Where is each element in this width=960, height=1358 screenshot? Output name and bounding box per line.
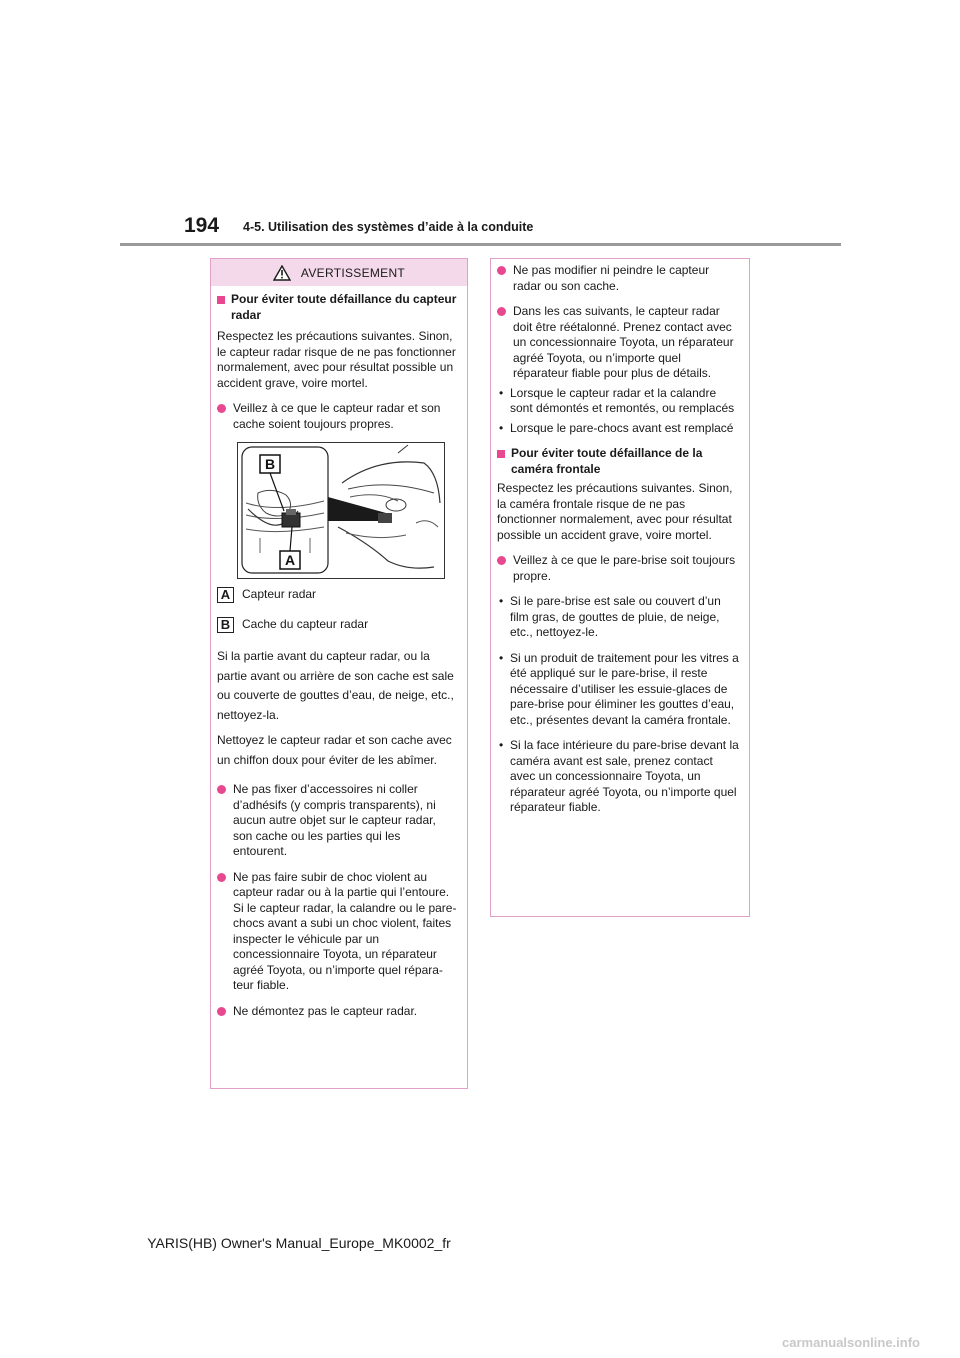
- section-title: 4-5. Utilisation des systèmes d’aide à la conduite: [243, 220, 534, 234]
- svg-text:A: A: [284, 552, 296, 568]
- bullet-marker: •: [499, 420, 504, 435]
- list-item: • Lorsque le pare-chocs avant est remplacé: [495, 421, 739, 437]
- callout-a-badge: A: [217, 587, 234, 603]
- callout-b-label: Cache du capteur radar: [242, 617, 369, 632]
- dot-bullet-icon: [217, 873, 226, 882]
- dot-bullet-icon: [497, 556, 506, 565]
- list-item: • Lorsque le capteur radar et la calandre sont démontés et remontés, ou remplacés: [495, 386, 739, 417]
- warning-header: [211, 259, 467, 286]
- dot-bullet-icon: [217, 404, 226, 413]
- dot-bullet-icon: [217, 1007, 226, 1016]
- warning-box-left: [210, 258, 468, 1089]
- callout-a: [217, 587, 457, 603]
- watermark: carmanualsonline.info: [782, 1335, 920, 1350]
- list-item: Veillez à ce que le pare-brise soit toujours propre.: [495, 553, 739, 584]
- radar-intro: Respectez les précautions suivantes. Sinon, le capteur radar risque de ne pas fonctionner normalement, avec pour résultat possible un accident grave, voire mortel.: [217, 329, 456, 390]
- list-item: • Si un produit de traitement pour les vitres a été appliqué sur le pare-brise, il reste nécessaire d’utiliser les essuie-glaces de pare-brise pour éliminer les gouttes d’eau, etc., présentes devant la caméra frontale.: [495, 651, 739, 729]
- bullet-marker: •: [499, 738, 504, 752]
- bullet-marker: •: [499, 594, 504, 608]
- dot-bullet-icon: [217, 785, 226, 794]
- camera-heading: Pour éviter toute défaillance de la caméra frontale: [495, 446, 739, 477]
- car-front-illustration-icon: [238, 443, 444, 578]
- header-rule: [120, 243, 841, 246]
- list-item: • Si la face intérieure du pare-brise devant la caméra avant est sale, prenez contact avec un concessionnaire Toyota, un réparateur agréé Toyota, ou n’importe quel réparateur fiable.: [495, 738, 739, 816]
- list-item: Ne pas fixer d’accessoires ni coller d’adhésifs (y compris transparents), ni aucun autre objet sur le capteur radar, son cache ou les parties qui les entourent.: [215, 782, 457, 860]
- warning-triangle-icon: [273, 265, 291, 281]
- list-item: Ne pas modifier ni peindre le capteur radar ou son cache.: [495, 263, 739, 294]
- dot-bullet-icon: [497, 307, 506, 316]
- list-item: • Si le pare-brise est sale ou couvert d’un film gras, de gouttes de pluie, de neige, etc., nettoyez-le.: [495, 594, 739, 641]
- cleaning-paragraph-1: Si la partie avant du capteur radar, ou la partie avant ou arrière de son cache est sale ou couverte de gouttes d’eau, de neige, etc., nettoyez-la.: [217, 649, 454, 722]
- footer-manual-id: YARIS(HB) Owner's Manual_Europe_MK0002_fr: [147, 1235, 451, 1251]
- cleaning-paragraph-2: Nettoyez le capteur radar et son cache avec un chiffon doux pour éviter de les abîmer.: [217, 733, 452, 767]
- square-bullet-icon: [497, 450, 505, 458]
- square-bullet-icon: [217, 296, 225, 304]
- bullet-marker: •: [499, 385, 504, 400]
- list-item: Veillez à ce que le capteur radar et son cache soient toujours propres.: [215, 401, 457, 432]
- bullet-marker: •: [499, 650, 504, 665]
- camera-intro: Respectez les précautions suivantes. Sinon, la caméra frontale risque de ne pas fonctionner normalement, avec pour résultat possible un accident grave, voire mortel.: [497, 481, 733, 542]
- callout-a-label: Capteur radar: [242, 587, 317, 602]
- list-item: Dans les cas suivants, le capteur radar doit être réétalonné. Prenez contact avec un concessionnaire Toyota, un réparateur agréé Toyota, ou n’importe quel réparateur fiable pour plus de détails.: [495, 304, 739, 382]
- page-number: 194: [184, 214, 220, 237]
- warning-title: AVERTISSEMENT: [300, 265, 406, 280]
- svg-text:B: B: [264, 456, 276, 472]
- list-item: Ne pas faire subir de choc violent au capteur radar ou à la partie qui l’entoure. Si le capteur radar, la calandre ou le pare-chocs avant a subi un choc violent, faites inspecter le véhicule par un concessionnaire Toyota, un réparateur agréé Toyota, ou n’importe quel réparateur fiable.: [215, 870, 457, 994]
- callout-b-badge: B: [217, 617, 234, 633]
- warning-box-right: [490, 258, 750, 917]
- list-item: Ne démontez pas le capteur radar.: [215, 1004, 457, 1020]
- dot-bullet-icon: [497, 266, 506, 275]
- radar-heading: Pour éviter toute défaillance du capteur radar: [215, 292, 457, 323]
- callout-b: [217, 617, 457, 633]
- radar-sensor-illustration: [237, 442, 445, 579]
